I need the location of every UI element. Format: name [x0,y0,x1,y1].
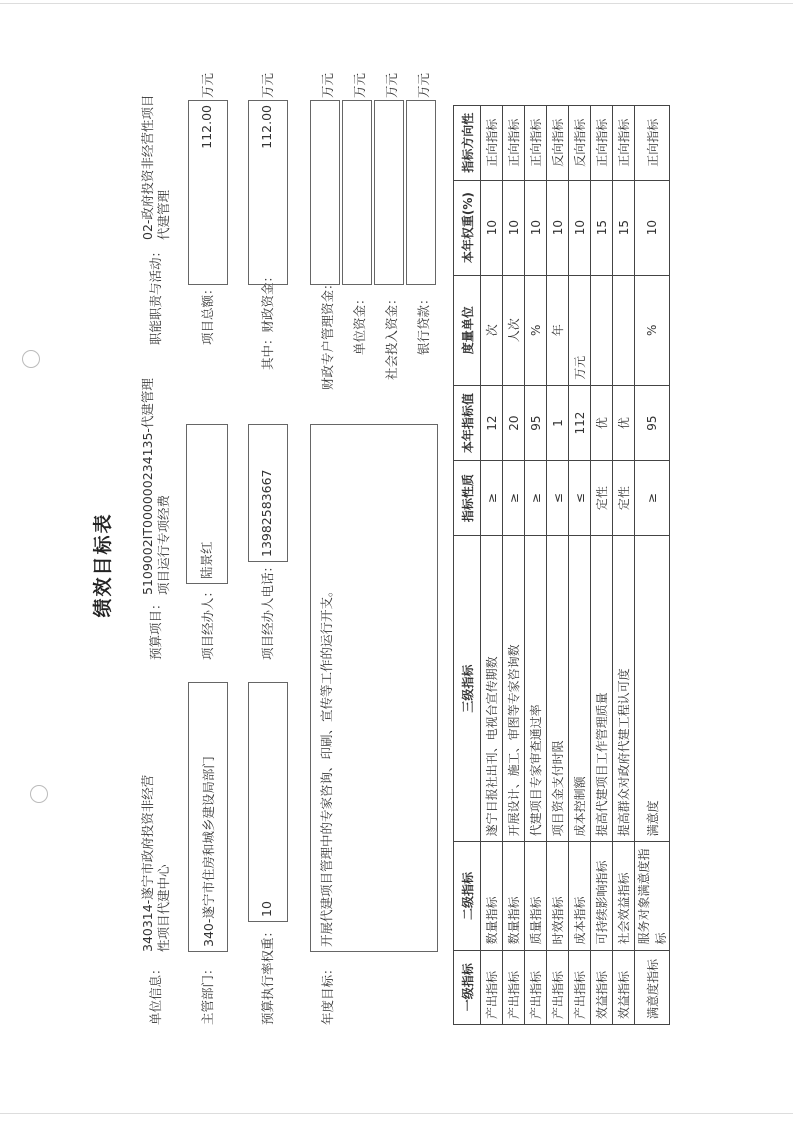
cell-nature: 定性 [591,461,613,535]
cell-level2: 成本指标 [569,842,591,950]
fiscal-unit: 万元 [260,72,275,98]
cell-weight: 10 [547,180,569,275]
cell-nature: 定性 [613,461,635,535]
cell-nature: ≥ [635,461,670,535]
duty-value-text: 02-政府投资非经营性项目代建管理 [140,94,171,240]
header-direction: 指标方向性 [454,106,481,181]
table-row [613,106,635,1025]
cell-level1: 效益指标 [613,950,635,1024]
cell-weight: 10 [569,180,591,275]
total-value: 112.00 [188,100,228,285]
cell-level2: 数量指标 [503,842,525,950]
document-page [28,40,768,1090]
cell-target: 优 [591,385,613,461]
budget-project-value [140,375,172,595]
cell-direction: 正向指标 [635,106,670,181]
scan-edge-top [0,3,793,4]
cell-direction: 正向指标 [591,106,613,181]
header-weight: 本年权重(%) [454,180,481,275]
dept-value: 340-遂宁市住房和城乡建设局部门 [188,682,228,952]
header-nature: 指标性质 [454,461,481,535]
cell-weight: 10 [503,180,525,275]
cell-unit: 万元 [569,275,591,385]
cell-level3: 开展设计、施工、审图等专家咨询数 [503,535,525,842]
header-level2: 二级指标 [454,842,481,950]
budget-project-value-text: 5109002IT000000234135-代建管理项目运行专项经费 [140,378,171,595]
cell-level3: 遂宁日报社出刊、电视台宣传期数 [481,535,503,842]
cell-weight: 10 [481,180,503,275]
table-row [503,106,525,1025]
special-fund-value [310,100,340,285]
cell-nature: ≥ [525,461,547,535]
rate-value: 10 [248,682,288,922]
loan-value [406,100,436,285]
cell-level3: 提高代建项目工作管理质量 [591,535,613,842]
cell-weight: 15 [591,180,613,275]
cell-nature: ≥ [503,461,525,535]
cell-unit: 人次 [503,275,525,385]
cell-unit: % [635,275,670,385]
unit-fund-label: 单位资金： [352,292,367,355]
cell-weight: 10 [525,180,547,275]
cell-direction: 反向指标 [569,106,591,181]
cell-weight: 15 [613,180,635,275]
special-fund-label: 财政专户管理资金： [320,277,335,390]
table-row [635,106,670,1025]
cell-level3: 代建项目专家审查通过率 [525,535,547,842]
loan-unit: 万元 [416,72,431,98]
unit-value [140,772,172,952]
cell-unit: 年 [547,275,569,385]
cell-unit: % [525,275,547,385]
cell-level1: 产出指标 [525,950,547,1024]
cell-target: 20 [503,385,525,461]
duty-value [140,90,172,240]
cell-level2: 社会效益指标 [613,842,635,950]
cell-level3: 项目资金支付时限 [547,535,569,842]
special-fund-unit: 万元 [320,72,335,98]
cell-unit: 次 [481,275,503,385]
header-level3: 三级指标 [454,535,481,842]
cell-target: 优 [613,385,635,461]
header-level1: 一级指标 [454,950,481,1024]
manager-value: 陆景红 [186,424,228,584]
cell-level3: 满意度 [635,535,670,842]
cell-nature: ≤ [569,461,591,535]
table-header-row [454,106,481,1025]
duty-label: 职能职责与活动： [148,244,163,345]
cell-level1: 产出指标 [569,950,591,1024]
fiscal-value: 112.00 [248,100,288,285]
header-target: 本年指标值 [454,385,481,461]
goal-value: 开展代建项目管理中的专家咨询、印刷、宣传等工作的运行开支。 [310,424,438,952]
cell-level1: 产出指标 [547,950,569,1024]
cell-nature: ≥ [481,461,503,535]
table-row [481,106,503,1025]
cell-level2: 时效指标 [547,842,569,950]
cell-level2: 服务对象满意度指标 [635,842,670,950]
loan-label: 银行贷款： [416,292,431,355]
total-unit: 万元 [200,72,215,98]
unit-fund-value [342,100,372,285]
cell-level2: 可持续影响指标 [591,842,613,950]
unit-value-text: 340314-遂宁市政府投资非经营性项目代建中心 [140,774,171,952]
cell-target: 95 [635,385,670,461]
cell-weight: 10 [635,180,670,275]
cell-target: 95 [525,385,547,461]
cell-target: 1 [547,385,569,461]
budget-project-label: 预算项目： [148,597,163,660]
table-row [591,106,613,1025]
table-row [525,106,547,1025]
page-title: 绩效目标表 [92,512,114,618]
manager-label: 项目经办人： [200,584,215,660]
cell-target: 112 [569,385,591,461]
cell-level2: 质量指标 [525,842,547,950]
cell-level1: 产出指标 [481,950,503,1024]
cell-level3: 成本控制额 [569,535,591,842]
cell-direction: 正向指标 [503,106,525,181]
rate-label: 预算执行率权重： [260,924,275,1025]
table-row [569,106,591,1025]
cell-direction: 正向指标 [525,106,547,181]
social-fund-unit: 万元 [384,72,399,98]
fiscal-label: 其中：财政资金： [260,269,275,370]
goal-label: 年度目标： [320,962,335,1025]
total-label: 项目总额： [200,282,215,345]
cell-level1: 满意度指标 [635,950,670,1024]
phone-label: 项目经办人电话： [260,559,275,660]
cell-level1: 效益指标 [591,950,613,1024]
unit-fund-unit: 万元 [352,72,367,98]
cell-direction: 正向指标 [613,106,635,181]
cell-level3: 提高群众对政府代建工程认可度 [613,535,635,842]
cell-level2: 数量指标 [481,842,503,950]
cell-direction: 反向指标 [547,106,569,181]
cell-nature: ≤ [547,461,569,535]
social-fund-value [374,100,404,285]
unit-label: 单位信息： [148,962,163,1025]
dept-label: 主管部门： [200,962,215,1025]
cell-target: 12 [481,385,503,461]
header-unit: 度量单位 [454,275,481,385]
table-row [547,106,569,1025]
cell-level1: 产出指标 [503,950,525,1024]
cell-unit [613,275,635,385]
performance-table [453,105,670,1025]
cell-direction: 正向指标 [481,106,503,181]
phone-value: 13982583667 [248,424,288,562]
scan-edge-bottom [0,1113,793,1114]
social-fund-label: 社会投入资金： [384,292,399,380]
cell-unit [591,275,613,385]
